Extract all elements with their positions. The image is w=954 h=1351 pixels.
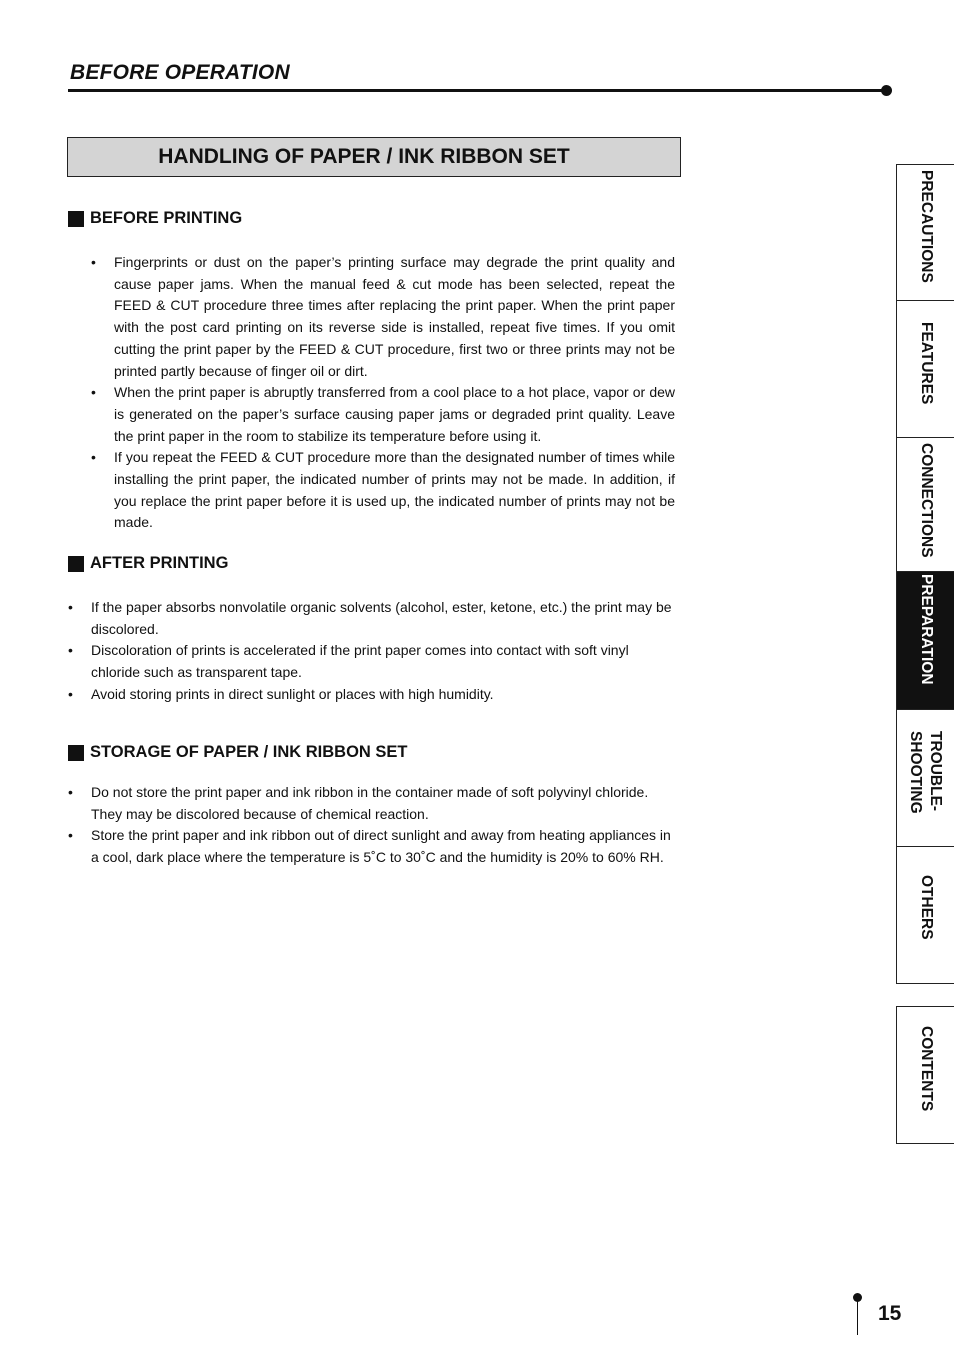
tab-preparation[interactable] [896,572,954,710]
tab-features[interactable] [896,301,954,438]
header-rule [68,89,886,92]
tab-others-label: OTHERS [918,875,935,940]
after-printing-heading-text: AFTER PRINTING [90,554,229,572]
square-bullet-icon [68,745,84,761]
header-rule-dot [881,85,892,96]
page-header-title: BEFORE OPERATION [70,61,290,84]
before-printing-list [91,252,675,534]
tab-precautions[interactable] [896,164,954,301]
tab-contents[interactable] [896,1006,954,1144]
after-printing-list [68,597,674,706]
list-item: • Avoid storing prints in direct sunlight or places with high humidity. [68,684,674,706]
page-number: 15 [878,1302,902,1325]
list-item: • Do not store the print paper and ink ribbon in the container made of soft polyvinyl chloride. They may be discolored because of chemical reaction. [68,782,676,825]
square-bullet-icon [68,211,84,227]
tab-connections[interactable] [896,438,954,572]
tab-contents-label: CONTENTS [918,1026,935,1112]
list-item: • Discoloration of prints is accelerated if the print paper comes into contact with soft vinyl chloride such as transparent tape. [68,640,674,683]
storage-heading [68,743,408,762]
tab-preparation-label: PREPARATION [918,574,935,685]
storage-list [68,782,676,869]
tab-troubleshooting-label-1: TROUBLE- [927,731,944,812]
tab-precautions-label: PRECAUTIONS [918,170,935,283]
tab-others[interactable] [896,847,954,984]
before-printing-heading-text: BEFORE PRINTING [90,209,243,227]
page-number-rule [857,1297,858,1335]
section-title: HANDLING OF PAPER / INK RIBBON SET [158,145,570,168]
list-item: • Fingerprints or dust on the paper’s printing surface may degrade the print quality and cause paper jams. When the manual feed & cut mode has been selected, repeat the FEED & CUT procedure three times after replacing the print paper. When the print paper with the post card printing on its reverse side is installed, repeat five times. If you omit cutting the print paper by the FEED & CUT procedure, first two or three prints may not be printed partly because of finger oil or dirt. [91,252,675,382]
section-banner [67,137,681,177]
square-bullet-icon [68,556,84,572]
tab-troubleshooting-label-2: SHOOTING [907,731,924,814]
after-printing-heading [68,554,228,573]
tab-connections-label: CONNECTIONS [918,443,935,558]
list-item: • If you repeat the FEED & CUT procedure more than the designated number of times while installing the print paper, the indicated number of prints may not be made. In addition, if you replace the print paper before it is used up, the indicated number of prints may not be made. [91,447,675,534]
storage-heading-text: STORAGE OF PAPER / INK RIBBON SET [90,743,408,761]
list-item: • When the print paper is abruptly transferred from a cool place to a hot place, vapor or dew is generated on the paper’s surface causing paper jams or degraded print quality. Leave the print paper in the room to stabilize its temperature before using it. [91,382,675,447]
tab-features-label: FEATURES [918,322,935,405]
tab-troubleshooting[interactable] [896,710,954,847]
list-item: • If the paper absorbs nonvolatile organic solvents (alcohol, ester, ketone, etc.) the print may be discolored. [68,597,674,640]
list-item: • Store the print paper and ink ribbon out of direct sunlight and away from heating appliances in a cool, dark place where the temperature is 5˚C to 30˚C and the humidity is 20% to 60% RH. [68,825,676,868]
before-printing-heading [68,209,242,228]
